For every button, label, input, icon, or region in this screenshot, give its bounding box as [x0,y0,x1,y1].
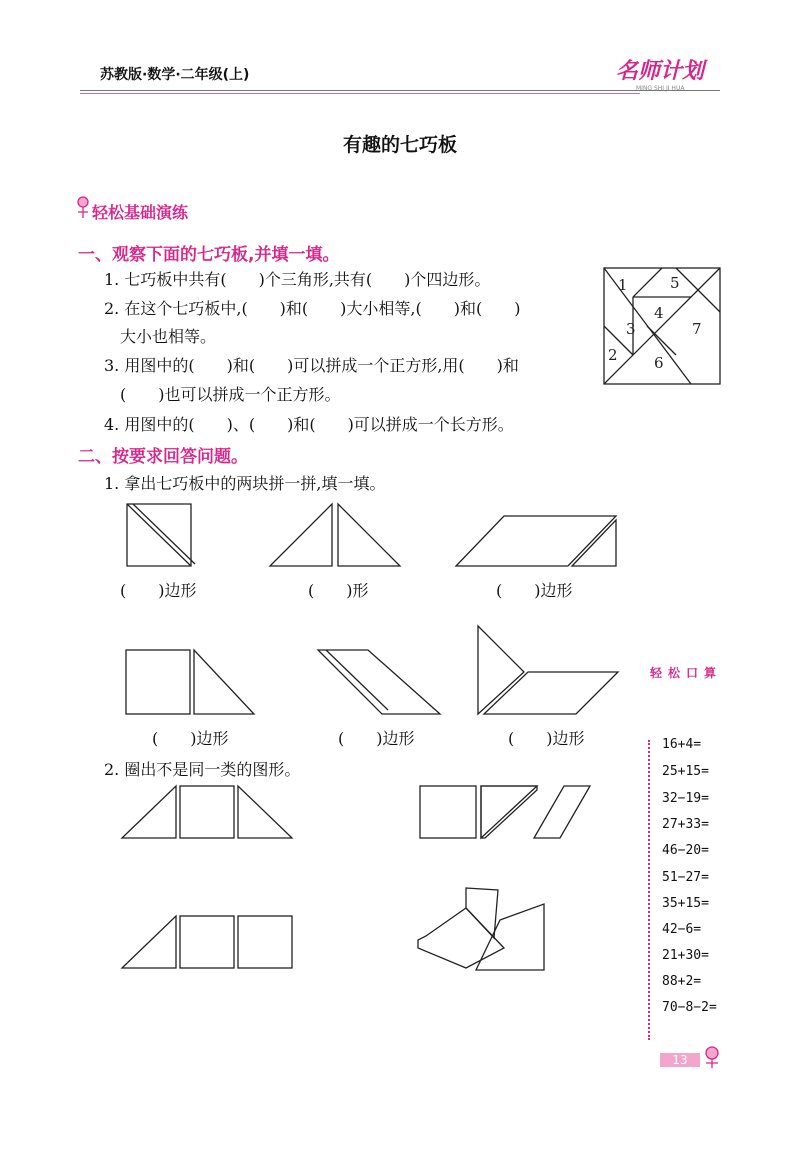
shape-square-c2 [238,916,294,970]
caption-3: ( )边形 [496,581,573,600]
tangram-label-5: 5 [670,274,680,292]
brand-name: 名师计划 [616,59,705,84]
caption-2: ( )形 [308,581,369,600]
calc-item: 70−8−2= [662,1000,717,1015]
page-number: 13 [660,1053,700,1067]
mascot-icon [702,1046,722,1070]
sidebar-divider [648,740,650,1040]
shape-square-b [420,786,478,840]
brand-pinyin: MING SHI JI HUA [636,85,685,92]
calc-item: 32−19= [662,791,709,806]
s2-question-1: 1. 拿出七巧板中的两块拼一拼,填一填。 [104,474,386,493]
sidebar-title: 轻松口算 [650,666,723,680]
shape-triangle-left-a [122,786,178,840]
shape-parallelogram-b1 [481,786,541,840]
caption-4: ( )边形 [152,729,229,748]
calc-item: 21+30= [662,948,709,963]
figure-big-triangle [270,504,400,570]
s1-question-2a: 2. 在这个七巧板中,( )和( )大小相等,( )和( ) [104,299,521,318]
shape-square-c1 [180,916,236,970]
shape-square-a [180,786,236,840]
calc-item: 25+15= [662,764,709,779]
calc-item: 51−27= [662,870,709,885]
figure-square-two-triangles [127,504,197,568]
calc-item: 35+15= [662,896,709,911]
page-title: 有趣的七巧板 [342,134,457,156]
tangram-label-7: 7 [692,320,702,338]
figure-trapezoid [456,516,618,568]
s1-question-1: 1. 七巧板中共有( )个三角形,共有( )个四边形。 [104,270,491,289]
tangram-label-1: 1 [618,276,628,294]
tangram-label-2: 2 [608,346,618,364]
shape-parallelogram-b2 [534,786,594,840]
tangram-label-4: 4 [654,304,664,322]
brand-logo [616,54,704,92]
tangram-figure [604,268,720,384]
calc-item: 27+33= [662,817,709,832]
badge-label: 轻松基础演练 [92,203,189,222]
s1-question-2b: 大小也相等。 [120,327,217,346]
calc-item: 42−6= [662,922,702,937]
shape-tangram-pieces-d [418,888,548,972]
figure-arrow-shape [478,626,618,716]
caption-1: ( )边形 [120,581,197,600]
tangram-label-3: 3 [626,320,636,338]
header-rule [80,90,720,91]
s1-question-3b: ( )也可以拼成一个正方形。 [120,385,341,404]
shape-triangle-left-c [122,916,178,970]
header-rule-accent [80,93,640,94]
figure-square-plus-triangle [126,650,256,716]
series-label: 苏教版·数学·二年级(上) [100,67,250,83]
tangram-label-6: 6 [654,354,664,372]
s1-question-4: 4. 用图中的( )、( )和( )可以拼成一个长方形。 [104,415,514,434]
s1-question-3a: 3. 用图中的( )和( )可以拼成一个正方形,用( )和 [104,356,519,375]
badge-icon [76,196,90,220]
calc-item: 46−20= [662,843,709,858]
caption-6: ( )边形 [508,729,585,748]
caption-5: ( )边形 [338,729,415,748]
s2-question-2: 2. 圈出不是同一类的图形。 [104,760,301,779]
calc-item: 88+2= [662,974,702,989]
shape-triangle-right-a [238,786,294,840]
section2-heading: 二、按要求回答问题。 [78,447,248,467]
figure-two-parallelograms [318,650,442,716]
section1-heading: 一、观察下面的七巧板,并填一填。 [78,245,340,265]
calc-item: 16+4= [662,737,702,752]
